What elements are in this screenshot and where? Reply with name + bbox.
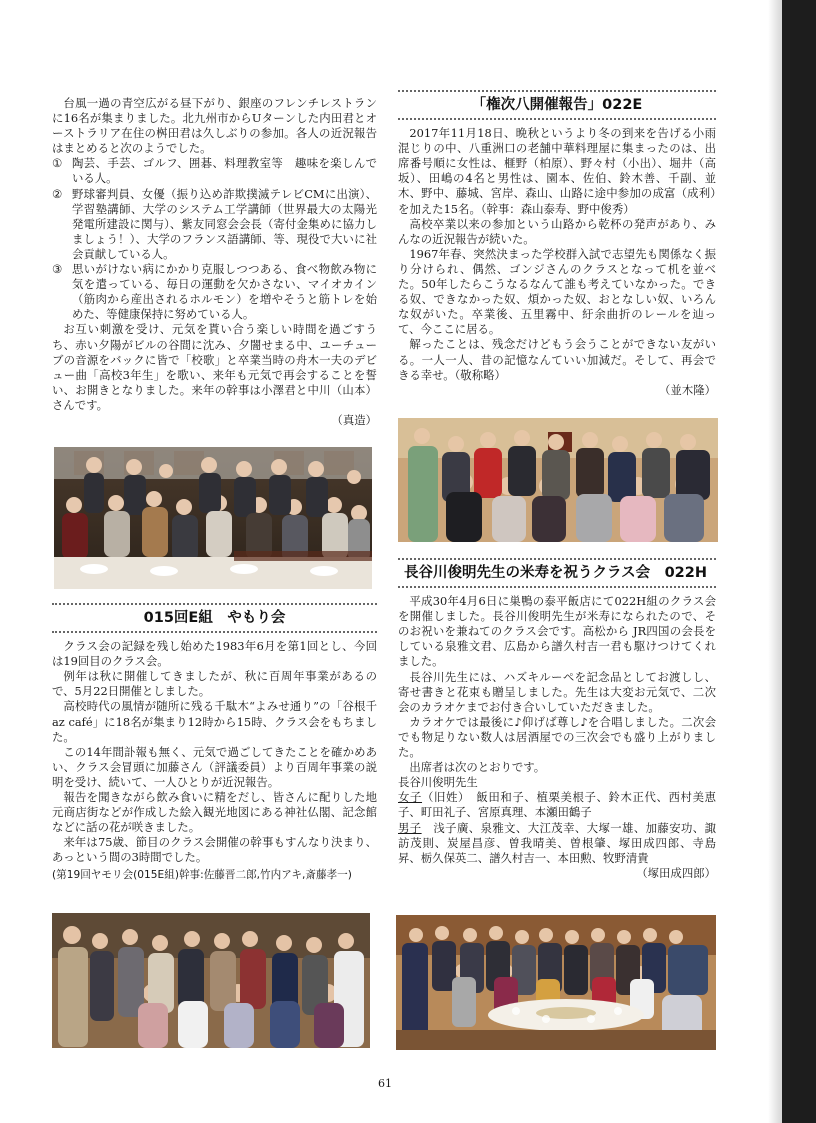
paragraph: 高校時代の風情が随所に残る千駄木“よみせ通り”の「谷根千 az café」に18名が集まり12時から15時、クラス会をもちました。 xyxy=(52,699,377,744)
page-fold-shadow xyxy=(768,0,782,1123)
women-names: 飯田和子、植栗美根子、鈴木正代、西村美恵子、町田礼子、宮原真理、本瀬田鶴子 xyxy=(398,790,716,820)
dark-scan-edge xyxy=(782,0,816,1123)
left-top-article xyxy=(52,96,377,428)
section-title: 「権次八開催報告」022E xyxy=(471,97,643,113)
group-photo-022e xyxy=(398,418,718,542)
photo-image xyxy=(54,447,372,589)
list-number: ① xyxy=(52,156,63,171)
section-022h xyxy=(398,558,716,881)
section-022e xyxy=(398,90,716,398)
organizer-credit: (第19回ヤモリ会(015E組)幹事:佐藤晋二郎,竹内アキ,斎藤孝一) xyxy=(52,868,352,881)
photo-image xyxy=(52,913,370,1048)
list-item xyxy=(52,156,377,186)
paragraph: 2017年11月18日、晩秋というより冬の到来を告げる小雨混じりの中、八重洲口の老舗中華料理屋に集まったのは、出席番号順に女性は、榧野（柏原）、野々村（小出）、堀井（高坂）、田嶋の4名と男性は、園本、佐伯、鈴木善、千副、並木、野中、藤城、宮岸、森山、山路に途中参加の成富（成利）を加えた15名。（幹事：森山泰寿、野中俊秀） xyxy=(398,126,716,216)
photo-image xyxy=(396,915,716,1050)
paragraph: 例年は秋に開催してきましたが、秋に百周年事業があるので、5月22日開催としました。 xyxy=(52,669,377,699)
photo-image xyxy=(398,418,718,542)
list-item xyxy=(52,262,377,322)
paragraph: この14年間訃報も無く、元気で過ごしてきたことを確かめあい、クラス会冒頭に加藤さん（評議委員）より百周年事業の説明を受け、続いて、一人ひとりが近況報告。 xyxy=(52,744,377,789)
list-number: ② xyxy=(52,186,63,201)
paragraph: クラス会の記録を残し始めた1983年6月を第1回とし、今回は19回目のクラス会。 xyxy=(52,639,377,669)
intro-paragraph: 台風一過の青空広がる昼下がり、銀座のフレンチレストランに16名が集まりました。北九州市からUターンした内田君とオーストラリア在住の桝田君は久しぶりの参加。各人の近況報告はまとめると次のようでした。 xyxy=(52,96,377,156)
group-photo-restaurant xyxy=(54,447,372,589)
paragraph: 高校卒業以来の参加という山路から乾杯の発声があり、みんなの近況報告が続いた。 xyxy=(398,216,716,246)
paragraph: 1967年春、突然決まった学校群入試で志望先も関係なく振り分けられ、偶然、ゴンジさんのクラスとなって机を並べた。50年したらこうなるなんて誰も考えていなかった。できる奴、できなかった奴、煩かった奴、おとなしい奴、いろんな奴がいた。卒業後、五里霧中、紆余曲折のレールを辿って、今ここに居る。 xyxy=(398,246,716,337)
paragraph: カラオケでは最後に♪仰げば尊し♪を合唱しました。二次会でも物足りない数人は居酒屋での三次会でも盛り上がりました。 xyxy=(398,714,716,760)
paragraph: 平成30年4月6日に巣鴨の泰平飯店にて022H組のクラス会を開催しました。長谷川俊明先生が米寿になられたので、そのお祝いを兼ねてのクラス会です。高松から JR四国の会長をしている泉雅文君、広島から譜久村吉一君も駆けつけてくれました。 xyxy=(398,594,716,669)
list-text: 陶芸、手芸、ゴルフ、囲碁、料理教室等 趣味を楽しんでいる人。 xyxy=(72,156,377,186)
women-label: 女子 xyxy=(398,790,423,805)
women-note: （旧姓） xyxy=(422,790,465,805)
list-text: 思いがけない病にかかり克服しつつある、食べ物飲み物に気を遣っている、毎日の運動を欠かさない、マイオカイン（筋肉から産出されるホルモン）を増やそうと筋トレを始めた、等健康保持に努めている人。 xyxy=(72,262,377,322)
paragraph: 来年は75歳、節目のクラス会開催の幹事もすんなり決まり、あっという間の3時間でした。 xyxy=(52,835,377,865)
signature: （真造） xyxy=(331,412,377,427)
men-label: 男子 xyxy=(398,820,422,835)
section-title: 長谷川俊明先生の米寿を祝うクラス会 022H xyxy=(404,565,707,581)
paragraph: 解ったことは、残念だけどもう会うことができない友がいる。一人一人、昔の記憶なんていい加減だ。そして、再会できる幸せ。（敬称略） xyxy=(398,337,716,382)
list-item xyxy=(52,187,377,262)
attendees-women xyxy=(398,790,716,820)
paragraph: 出席者は次のとおりです。 xyxy=(409,760,546,775)
list-number: ③ xyxy=(52,262,63,277)
list-text: 野球審判員、女優（振り込め詐欺撲滅テレビCMに出演）、学習塾講師、大学のシステム工学講師（世界最大の太陽光発電所建設に関与）、紫友同窓会会長（寄付金集めに協力しましょう！）、大学のフランス語講師、等、現役で大いに社会貢献している人。 xyxy=(72,186,377,261)
paragraph: 報告を聞きながら飲み食いに精をだし、皆さんに配りした地元商店街などが作成した絵入観光地図にある神社仏閣、記念館などに話の花が咲きました。 xyxy=(52,790,377,835)
group-photo-banquet xyxy=(396,915,716,1050)
section-015e xyxy=(52,603,377,883)
section-title: 015回E組 やもり会 xyxy=(143,610,286,626)
paragraph: 長谷川先生には、ハズキルーペを記念品としてお渡しし、寄せ書きと花束も贈呈しました。先生は大変お元気で、二次会のカラオケまでお付き合いしていただきました。 xyxy=(398,669,716,714)
men-names: 浅子廣、泉雅文、大江茂幸、大塚一雄、加藤安功、諏訪茂則、炭屋昌彦、曽我晴美、曽根肇、塚田成四郎、寺島昇、栃久保英二、譜久村吉一、本田勲、牧野清貴 xyxy=(398,820,716,865)
closing-paragraph: お互い刺激を受け、元気を貰い合う楽しい時間を過ごすうち、赤い夕陽がビルの谷間に沈み、夕闇せまる中、ユーチューブの音源をバックに皆で「校歌」と卒業当時の舟木一夫のデビュー曲「高校3年生」を歌い、来年も元気で再会することを誓い、お開きとなりました。来年の幹事は小澤君と中川（山本）さんです。 xyxy=(52,322,377,412)
teacher-name: 長谷川俊明先生 xyxy=(398,775,478,790)
page-number: 61 xyxy=(378,1077,392,1090)
attendees-men xyxy=(398,821,716,866)
group-photo-cafe xyxy=(52,913,370,1048)
signature: （塚田成四郎） xyxy=(636,865,716,880)
signature: （並木隆） xyxy=(659,382,716,397)
